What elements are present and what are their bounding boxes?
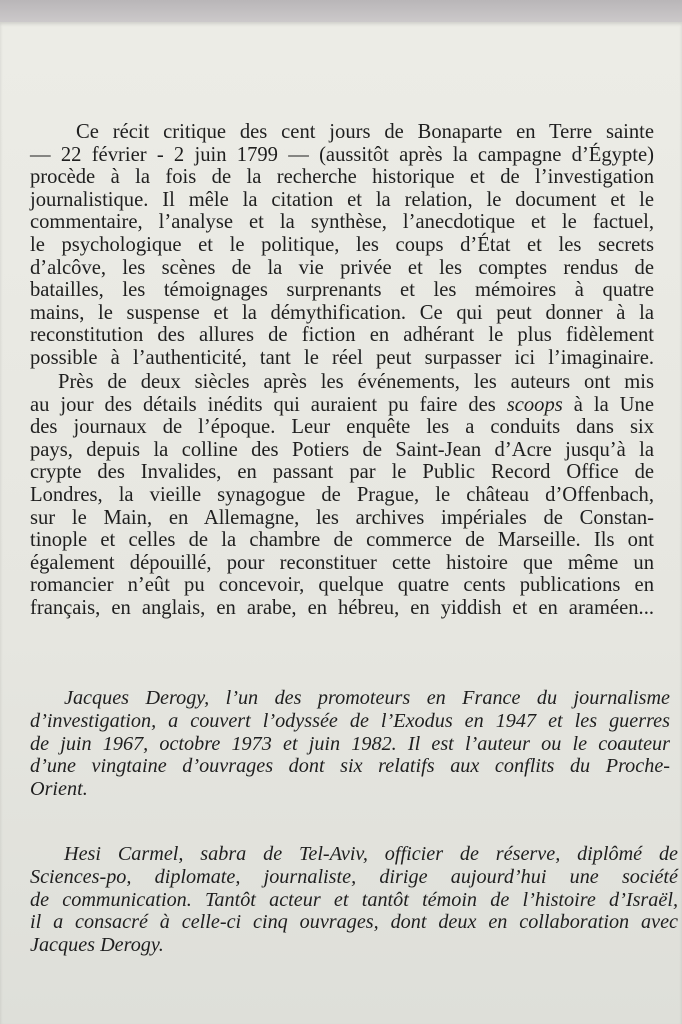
text-line: romancier n’eût pu concevoir, quelque quatre cents publications en [30,574,654,597]
text-line: batailles, les témoignages surprenants et les mémoires à quatre [30,279,654,302]
text-line-with-italic [30,394,654,417]
text-line: Orient. [30,778,88,801]
text-line: également dépouillé, pour reconstituer cette histoire que même un [30,551,654,574]
text-line: Près de deux siècles après les événements, les auteurs ont mis [58,371,654,393]
italic-word: scoops [506,393,563,416]
author-bio-hesi-carmel [30,843,678,957]
text-line: Sciences-po, diplomate, journaliste, dirige aujourd’hui une société [30,865,678,888]
text-line: Jacques Derogy. [30,934,164,957]
text-line: il a consacré à celle-ci cinq ouvrages, dont deux en collaboration avec [30,911,678,934]
text-line: procède à la fois de la recherche historique et de l’investigation [30,166,654,189]
text-fragment: au jour des détails inédits qui auraient pu faire des [30,393,507,416]
text-line: des journaux de l’époque. Leur enquête les a conduits dans six [30,416,654,439]
text-line: Londres, la vieille synagogue de Prague, le château d’Offenbach, [30,483,654,506]
text-line: sur le Main, en Allemagne, les archives impériales de Constan- [30,506,654,529]
text-line: Jacques Derogy, l’un des promoteurs en France du journalisme [64,687,670,709]
text-line: mains, le suspense et la démythification. Ce qui peut donner à la [30,301,654,324]
text-line: de communication. Tantôt acteur et tantôt témoin de l’histoire d’Israël, [30,888,678,911]
text-fragment: à la Une [562,393,654,416]
text-line: possible à l’authenticité, tant le réel peut surpasser ici l’imaginaire. [30,346,654,369]
text-line: reconstitution des allures de fiction en adhérant le plus fidèlement [30,324,654,347]
summary-paragraph-2 [30,371,654,620]
text-line: d’alcôve, les scènes de la vie privée et les comptes rendus de [30,256,654,279]
text-line: Hesi Carmel, sabra de Tel-Aviv, officier de réserve, diplômé de [64,843,678,865]
text-line: — 22 février - 2 juin 1799 — (aussitôt après la campagne d’Égypte) [30,143,654,166]
text-line: de juin 1967, octobre 1973 et juin 1982. Il est l’auteur ou le coauteur [30,732,670,755]
text-line: crypte des Invalides, en passant par le Public Record Office de [30,461,654,484]
summary-paragraph-1 [30,121,654,370]
text-line: pays, depuis la colline des Potiers de Saint-Jean d’Acre jusqu’à la [30,438,654,461]
text-line: d’investigation, a couvert l’odyssée de l’Exodus en 1947 et les guerres [30,709,670,732]
text-line: français, en anglais, en arabe, en hébreu, en yiddish et en araméen... [30,596,654,619]
text-line: le psychologique et le politique, les coups d’État et les secrets [30,233,654,256]
text-line: Ce récit critique des cent jours de Bonaparte en Terre sainte [76,121,654,143]
text-line: d’une vingtaine d’ouvrages dont six relatifs aux conflits du Proche- [30,755,670,778]
author-bio-jacques-derogy [30,687,670,801]
text-line: commentaire, l’analyse et la synthèse, l’anecdotique et le factuel, [30,211,654,234]
text-line: journalistique. Il mêle la citation et la relation, le document et le [30,188,654,211]
text-line: tinople et celles de la chambre de commerce de Marseille. Ils ont [30,529,654,552]
